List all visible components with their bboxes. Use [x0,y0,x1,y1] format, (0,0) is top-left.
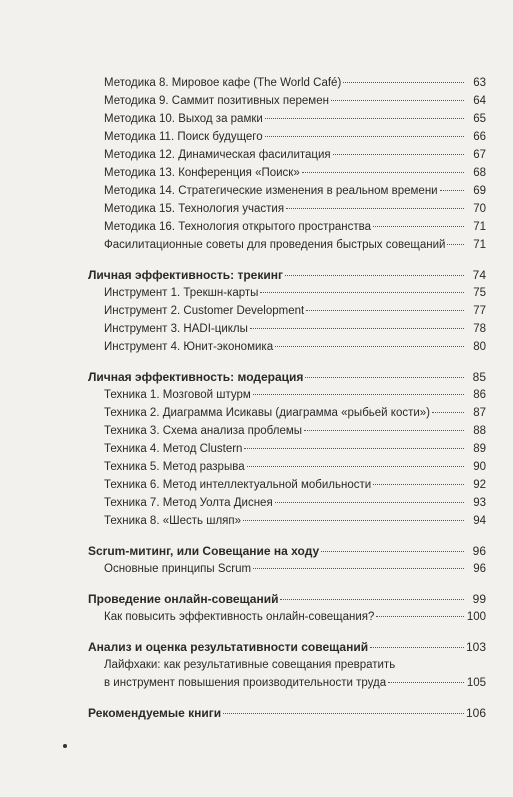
toc-entry[interactable]: Методика 12. Динамическая фасилитация 67 [88,146,486,164]
toc-entry[interactable]: Как повысить эффективность онлайн-совещания? 100 [88,608,486,626]
toc-entry[interactable]: Методика 9. Саммит позитивных перемен 64 [88,92,486,110]
toc-entry[interactable]: Техника 2. Диаграмма Исикавы (диаграмма «рыбьей кости») 87 [88,404,486,422]
toc-entry[interactable]: Методика 10. Выход за рамки 65 [88,110,486,128]
toc-entry[interactable]: Инструмент 2. Customer Development 77 [88,302,486,320]
toc-entry[interactable]: Инструмент 4. Юнит-экономика 80 [88,338,486,356]
toc-entry[interactable]: Методика 14. Стратегические изменения в реальном времени 69 [88,182,486,200]
toc-entry[interactable]: Методика 13. Конференция «Поиск» 68 [88,164,486,182]
toc-entry[interactable]: Техника 5. Метод разрыва 90 [88,458,486,476]
toc-entry[interactable]: Техника 1. Мозговой штурм 86 [88,386,486,404]
toc-entry[interactable]: Методика 8. Мировое кафе (The World Café) 63 [88,74,486,92]
toc-entry-line[interactable]: Лайфхаки: как результативные совещания превратить [104,659,396,671]
toc-entry[interactable]: Методика 11. Поиск будущего 66 [88,128,486,146]
page-mark [63,744,67,748]
toc-entry[interactable]: Методика 16. Технология открытого пространства 71 [88,218,486,236]
toc-entry[interactable]: в инструмент повышения производительности труда 105 [88,674,486,692]
toc-entry[interactable]: Техника 7. Метод Уолта Диснея 93 [88,494,486,512]
toc-section-heading[interactable]: Личная эффективность: трекинг 74 [88,266,486,284]
toc-entry[interactable]: Фасилитационные советы для проведения быстрых совещаний 71 [88,236,486,254]
toc-section-heading[interactable]: Рекомендуемые книги 106 [88,704,486,722]
toc-section-heading[interactable]: Проведение онлайн-совещаний 99 [88,590,486,608]
toc-entry[interactable]: Техника 8. «Шесть шляп» 94 [88,512,486,530]
toc-entry[interactable]: Техника 3. Схема анализа проблемы 88 [88,422,486,440]
toc-entry[interactable]: Инструмент 1. Трекшн-карты 75 [88,284,486,302]
toc-entry[interactable]: Техника 6. Метод интеллектуальной мобильности 92 [88,476,486,494]
toc-entry[interactable]: Основные принципы Scrum 96 [88,560,486,578]
toc-section-heading[interactable]: Scrum-митинг, или Совещание на ходу 96 [88,542,486,560]
toc-entry[interactable]: Инструмент 3. HADI-циклы 78 [88,320,486,338]
toc-section-heading[interactable]: Анализ и оценка результативности совещаний 103 [88,638,486,656]
toc-section-heading[interactable]: Личная эффективность: модерация 85 [88,368,486,386]
table-of-contents [88,74,486,722]
toc-entry[interactable]: Методика 15. Технология участия 70 [88,200,486,218]
toc-entry[interactable]: Техника 4. Метод Clustern 89 [88,440,486,458]
